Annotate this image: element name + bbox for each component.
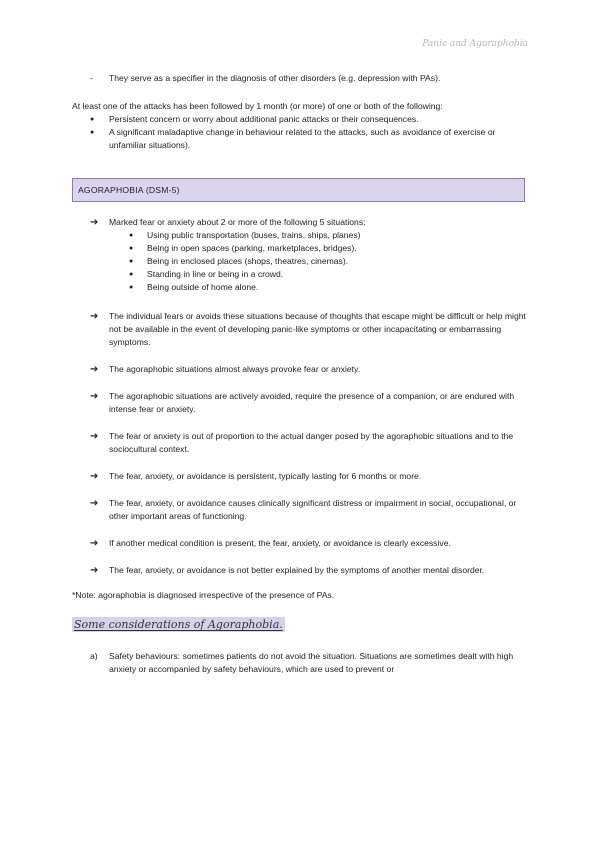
- arrow-icon: ➔: [90, 431, 99, 442]
- list-item: [129, 229, 530, 242]
- arrow-icon: ➔: [90, 391, 99, 402]
- situation-text: Being outside of home alone.: [147, 282, 259, 292]
- bullet-icon: ●: [90, 129, 95, 136]
- list-item: [90, 126, 530, 152]
- bullet-icon: ●: [129, 258, 134, 265]
- section-title: AGORAPHOBIA (DSM-5): [78, 185, 180, 195]
- bullet-icon: ●: [129, 245, 134, 252]
- criterion-text: The agoraphobic situations are actively avoided, require the presence of a companion, or are endured with intense fear or anxiety.: [109, 391, 515, 414]
- criterion-text: The agoraphobic situations almost always provoke fear or anxiety.: [109, 364, 361, 374]
- situation-text: Being in open spaces (parking, marketplaces, bridges).: [147, 243, 357, 253]
- considerations-list: [90, 650, 530, 676]
- arrow-icon: ➔: [90, 364, 99, 375]
- list-item: [90, 363, 530, 376]
- bullet-text: Persistent concern or worry about additional panic attacks or their consequences.: [109, 114, 419, 124]
- arrow-icon: ➔: [90, 217, 99, 228]
- situations-list: [109, 229, 530, 294]
- footnote: *Note: agoraphobia is diagnosed irrespective of the presence of PAs.: [72, 590, 335, 600]
- list-item: [129, 281, 530, 294]
- arrow-icon: ➔: [90, 311, 99, 322]
- arrow-icon: ➔: [90, 471, 99, 482]
- arrow-icon: ➔: [90, 538, 99, 549]
- bullet-text: A significant maladaptive change in behaviour related to the attacks, such as avoidance of exercise or unfamiliar situations).: [109, 127, 496, 150]
- criterion-text: Marked fear or anxiety about 2 or more of the following 5 situations:: [109, 217, 366, 227]
- bullet-icon: ●: [129, 271, 134, 278]
- list-item: [90, 470, 530, 483]
- intro-bullet-list: [90, 113, 530, 152]
- arrow-icon: ➔: [90, 498, 99, 509]
- list-item: [90, 650, 530, 676]
- situation-text: Being in enclosed places (shops, theatres, cinemas).: [147, 256, 349, 266]
- consideration-text: Safety behaviours: sometimes patients do not avoid the situation. Situations are sometimes dealt with high anxiety or accompanied by safety behaviours, which are used to prevent or: [109, 651, 514, 674]
- situation-text: Using public transportation (buses, trains, ships, planes): [147, 230, 361, 240]
- criterion-text: The fear, anxiety, or avoidance is not better explained by the symptoms of another mental disorder.: [109, 565, 485, 575]
- situation-text: Standing in line or being in a crowd.: [147, 269, 284, 279]
- bullet-icon: ●: [129, 284, 134, 291]
- list-item: [90, 390, 530, 416]
- list-item: [129, 242, 530, 255]
- bullet-icon: ●: [129, 232, 134, 239]
- page-header-title: Panic and Agoraphobia: [422, 39, 528, 49]
- list-item: [90, 113, 530, 126]
- bullet-icon: ●: [90, 116, 95, 123]
- criterion-text: The fear or anxiety is out of proportion to the actual danger posed by the agoraphobic situations and to the sociocultural context.: [109, 431, 514, 454]
- list-item: [90, 564, 530, 577]
- criterion-text: The individual fears or avoids these situations because of thoughts that escape might be difficult or help might not be available in the event of developing panic-like symptoms or other incapacitating or embarrassing symptoms.: [109, 311, 526, 347]
- list-item: [90, 430, 530, 456]
- list-item: [129, 268, 530, 281]
- intro-paragraph: At least one of the attacks has been followed by 1 month (or more) of one or both of the following:: [72, 101, 443, 111]
- arrow-icon: ➔: [90, 565, 99, 576]
- list-item: [90, 537, 530, 550]
- section-heading-box: [72, 178, 525, 202]
- list-item: [129, 255, 530, 268]
- criterion-text: If another medical condition is present, the fear, anxiety, or avoidance is clearly excessive.: [109, 538, 451, 548]
- criterion-text: The fear, anxiety, or avoidance is persistent, typically lasting for 6 months or more.: [109, 471, 422, 481]
- considerations-heading: Some considerations of Agoraphobia.: [74, 618, 283, 631]
- list-item: [90, 216, 530, 294]
- specifier-text: They serve as a specifier in the diagnosis of other disorders (e.g. depression with PAs).: [109, 73, 441, 83]
- list-item: [90, 310, 530, 349]
- list-item: [90, 497, 530, 523]
- item-label: a): [90, 651, 98, 661]
- dash-marker: -: [90, 73, 93, 83]
- criterion-text: The fear, anxiety, or avoidance causes clinically significant distress or impairment in social, occupational, or other important areas of functioning.: [109, 498, 517, 521]
- criteria-list: [90, 216, 530, 577]
